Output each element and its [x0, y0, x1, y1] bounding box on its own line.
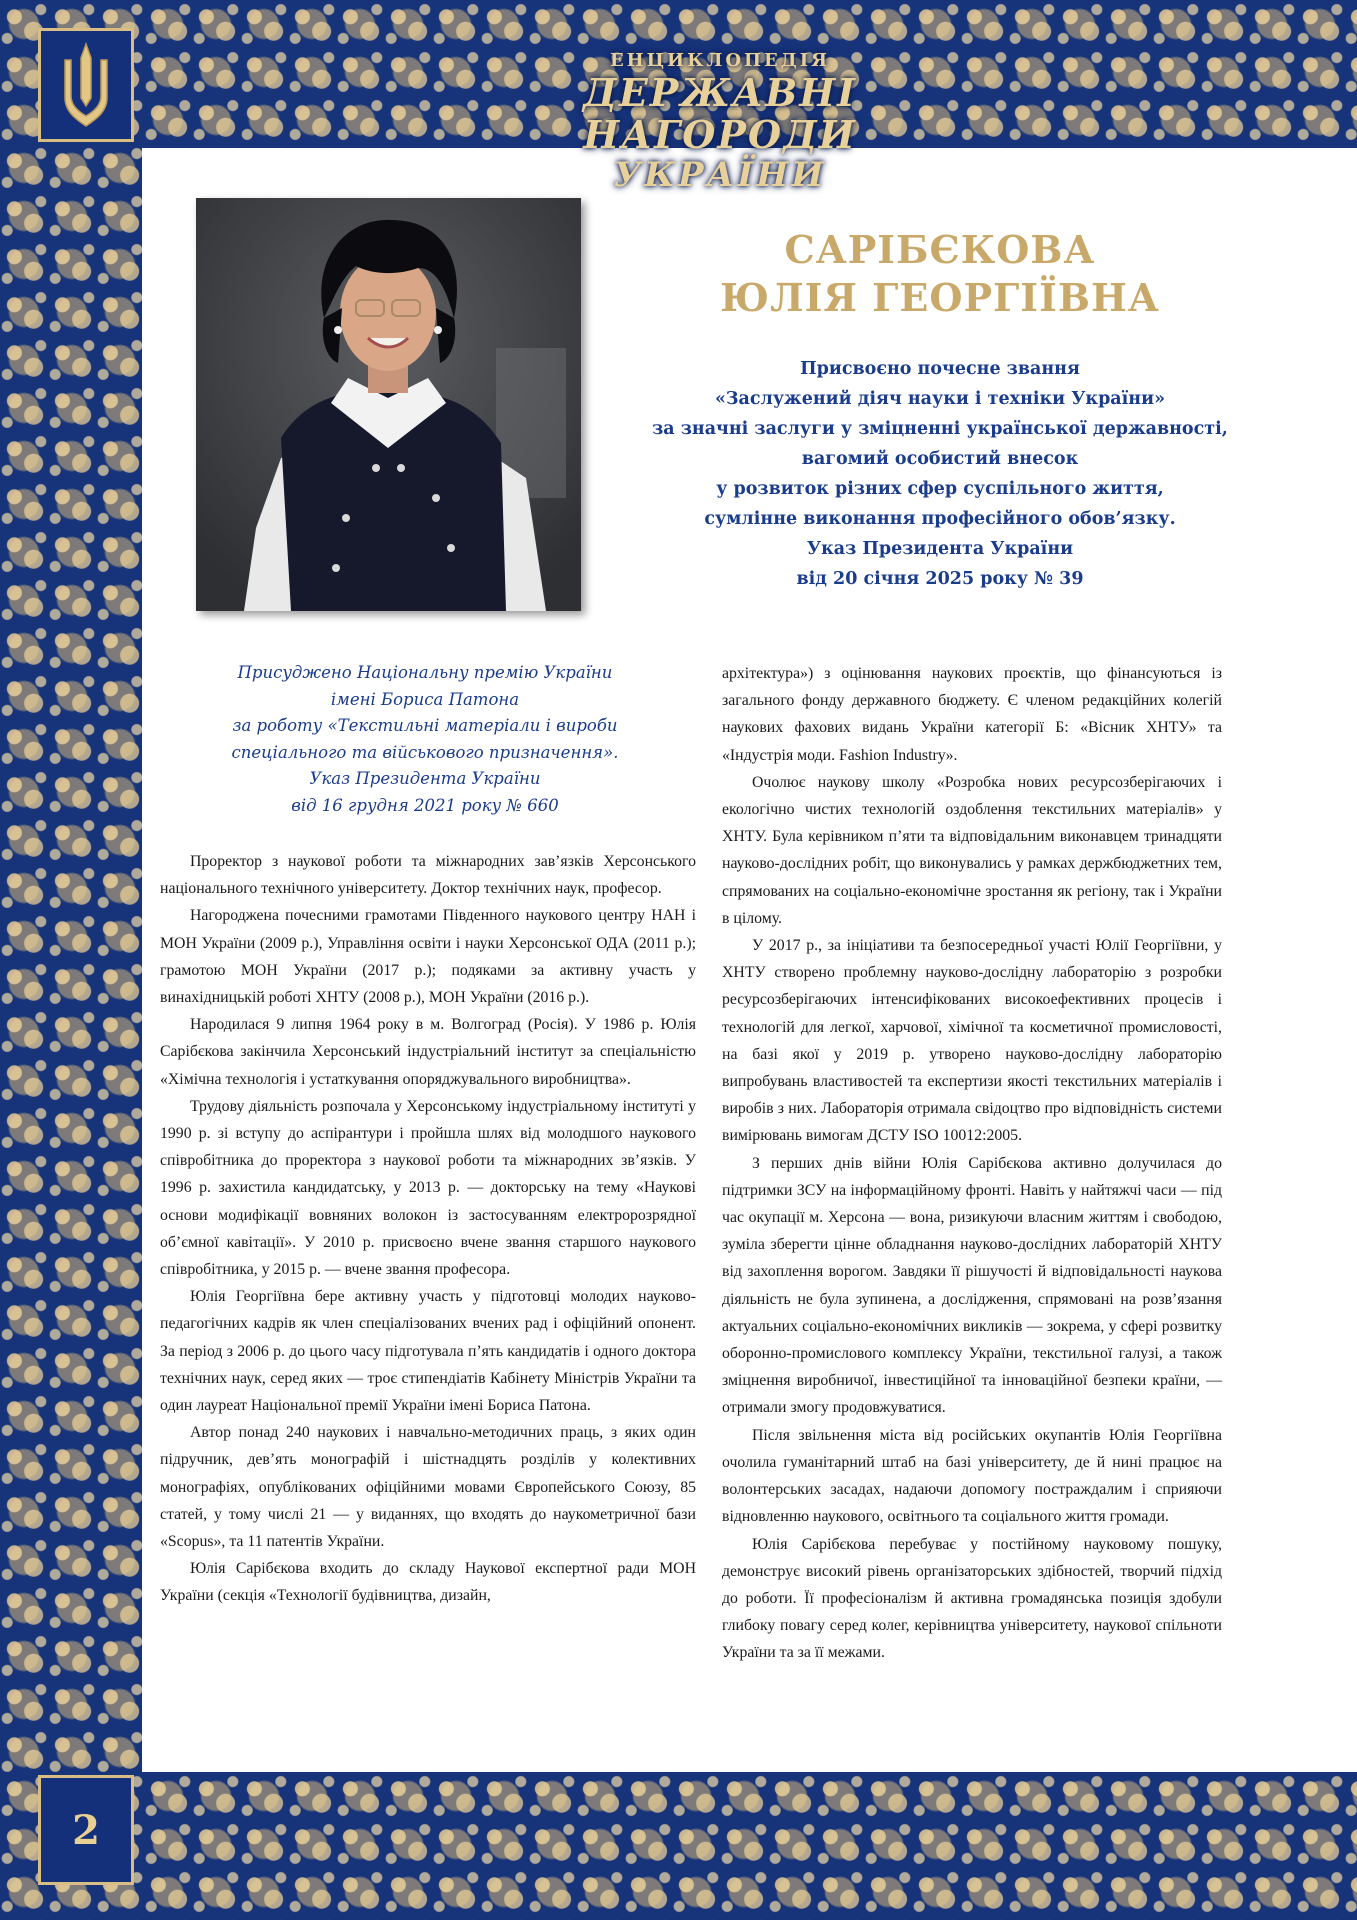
award-line: у розвиток різних сфер суспільного життя,: [716, 479, 1164, 499]
national-prize-block: [190, 660, 660, 819]
coat-of-arms-icon: [38, 28, 134, 142]
award-line: за значні заслуги у зміцненні української державності,: [652, 419, 1228, 439]
award-line: «Заслужений діяч науки і техніки України»: [714, 389, 1166, 409]
name-given: ЮЛІЯ ГЕОРГІЇВНА: [720, 275, 1160, 320]
encyclopedia-title: [490, 50, 950, 194]
page-number: 2: [38, 1775, 134, 1885]
title-line-3: УКРАЇНИ: [613, 155, 827, 195]
paragraph: Юлія Сарібєкова входить до складу Наукової експертної ради МОН України (секція «Технології будівництва, дизайн,: [160, 1560, 696, 1605]
prize-line: імені Бориса Патона: [330, 689, 520, 709]
award-line: Указ Президента України: [806, 539, 1074, 559]
main-award-block: [640, 354, 1240, 594]
paragraph: Нагороджена почесними грамотами Південного наукового центру НАН і МОН України (2009 р.), Управління освіти і науки Херсонської ОДА (2011 р.); грамотою МОН України (2017 р.); подяками за активну участь у винахідницькій роботі ХНТУ (2008 р.), МОН України (2016 р.).: [160, 907, 696, 1007]
paragraph: Автор понад 240 наукових і навчально-методичних праць, з яких один підручник, дев’ять монографій і шістнадцять розділів у колективних монографіях, опублікованих офіційними мовами Європейського Союзу, 85 статей, у тому числі 21 — у виданнях, що входять до наукометричної бази «Scopus», та 11 патентів України.: [160, 1424, 696, 1551]
paragraph: Після звільнення міста від російських окупантів Юлія Георгіївна очолила гуманітарний штаб на базі університету, де й нині працює на волонтерських засадах, надаючи допомогу постраждалим і сприяючи відновленню наукового, освітнього та соціального життя громади.: [722, 1426, 1222, 1526]
portrait-photo: [196, 198, 581, 611]
award-line: сумлінне виконання професійного обов’язку.: [704, 509, 1176, 529]
paragraph: Юлія Сарібєкова перебуває у постійному науковому пошуку, демонструє високий рівень організаторських здібностей, творчий підхід до роботи. Її професіоналізм й активна громадянська позиція здобули глибоку повагу серед колег, керівництва університету, наукової спільноти України та за її межами.: [722, 1535, 1222, 1662]
title-line-2: ДЕРЖАВНІ НАГОРОДИ: [583, 70, 857, 157]
paragraph: З перших днів війни Юлія Сарібєкова активно долучилася до підтримки ЗСУ на інформаційному фронті. Навіть у найтяжчі часи — під час окупації м. Херсона — вона, ризикуючи власним життям і свободою, зуміла зберегти цінне обладнання науково-дослідних лабораторій ХНТУ від захоплення ворогом. Завдяки її рішучості й відповідальності наукова діяльність не була зупинена, а дослідження, спрямовані на розв’язання актуальних соціально-економічних викликів — зокрема, у сфері розвитку оборонно-промислового комплексу України, текстильної галузі, а також зміцнення виробничої, інвестиційної та інноваційної безпеки країни, — отримали змогу продовжуватися.: [722, 1154, 1222, 1417]
award-line: від 20 січня 2025 року № 39: [796, 569, 1084, 589]
ornament-bottom-border: [0, 1772, 1357, 1920]
paragraph: Очолює наукову школу «Розробка нових ресурсозберігаючих і екологічно чистих технологій оздоблення текстильних матеріалів» у ХНТУ. Була керівником п’яти та відповідальним виконавцем тринадцяти науково-дослідних робіт, що виконувались у рамках держбюджетних тем, спрямованих на соціально-економічне зростання як регіону, так і України в цілому.: [722, 773, 1222, 927]
award-line: Присвоєно почесне звання: [800, 359, 1080, 379]
paragraph: Народилася 9 липня 1964 року в м. Волгоград (Росія). У 1986 р. Юлія Сарібєкова закінчила Херсонський індустріальний інститут за спеціальністю «Хімічна технологія і устаткування опоряджувального виробництва».: [160, 1016, 696, 1088]
ornament-left-border: [0, 0, 142, 1920]
right-text-column: [722, 660, 1222, 1667]
prize-line: Указ Президента України: [309, 769, 541, 788]
left-text-column: [160, 848, 696, 1610]
award-line: вагомий особистий внесок: [801, 449, 1079, 469]
title-line-1: ЕНЦИКЛОПЕДІЯ: [609, 50, 831, 71]
prize-line: від 16 грудня 2021 року № 660: [291, 795, 559, 815]
name-surname: САРІБЄКОВА: [784, 227, 1096, 272]
person-name: [650, 226, 1230, 322]
prize-line: за роботу «Текстильні матеріали і вироби: [232, 716, 618, 735]
paragraph: Юлія Георгіївна бере активну участь у підготовці молодих науково-педагогічних кадрів як член спеціалізованих вчених рад і офіційний опонент. За період з 2006 р. до цього часу підготувала п’ять кандидатів і одного доктора технічних наук, серед яких — троє стипендіатів Кабінету Міністрів України та один лауреат Національної премії України імені Бориса Патона.: [160, 1288, 696, 1415]
paragraph: архітектура») з оцінювання наукових проєктів, що фінансуються із загального фонду державного бюджету. Є членом редакційних колегій наукових фахових видань України категорії Б: «Вісник ХНТУ» та «Індустрія моди. Fashion Industry».: [722, 665, 1222, 764]
paragraph: У 2017 р., за ініціативи та безпосередньої участі Юлії Георгіївни, у ХНТУ створено проблемну науково-дослідну лабораторію з розробки ресурсозберігаючих інтенсифікованих високоефективних процесів і технологій для легкої, харчової, хімічної та косметичної промисловості, на базі якої у 2019 р. утворено науково-дослідну лабораторію випробувань властивостей та експертизи якості текстильних матеріалів і виробів з них. Лабораторія отримала свідоцтво про відповідність системи вимірювань вимогам ДСТУ ISO 10012:2005.: [722, 937, 1222, 1145]
prize-line: Присуджено Національну премію України: [237, 663, 613, 682]
prize-line: спеціального та військового призначення».: [231, 742, 619, 762]
paragraph: Проректор з наукової роботи та міжнародних зав’язків Херсонського національного технічного університету. Доктор технічних наук, професор.: [160, 853, 696, 898]
paragraph: Трудову діяльність розпочала у Херсонському індустріальному інституті у 1990 р. зі вступу до аспірантури і пройшла шлях від молодшого наукового співробітника до проректора з наукової роботи та міжнародних зв’язків. У 1996 р. захистила кандидатську, у 2013 р. — докторську на тему «Наукові основи модифікації вовняних волокон із застосуванням електророзрядної об’ємної кавітації». У 2010 р. присвоєно вчене звання старшого наукового співробітника, у 2015 р. — вчене звання професора.: [160, 1097, 696, 1279]
